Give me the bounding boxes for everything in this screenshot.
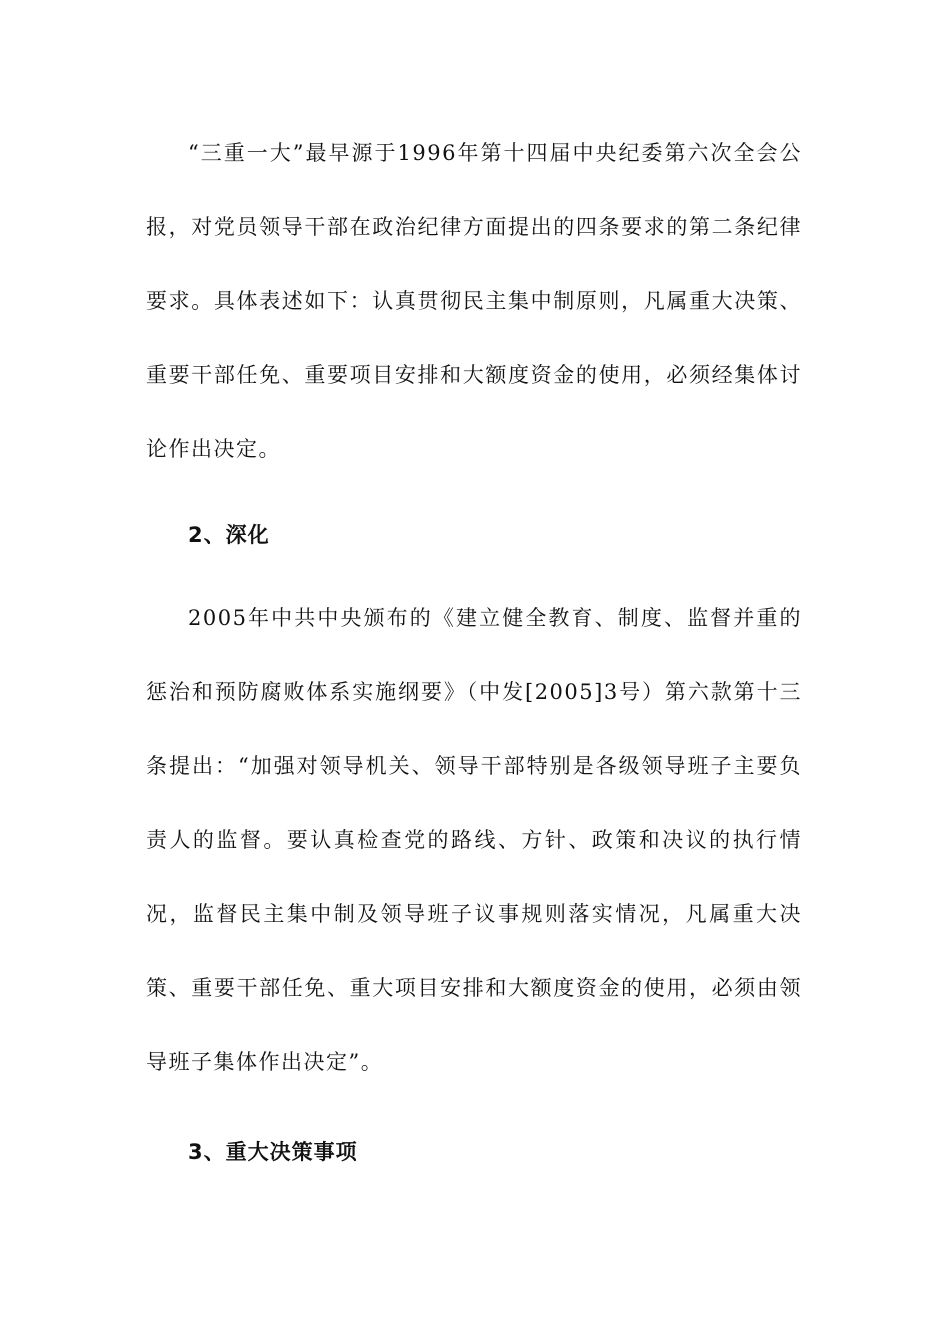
paragraph-deepening: 2005年中共中央颁布的《建立健全教育、制度、监督并重的惩治和预防腐败体系实施纲要》（中发[2005]3号）第六款第十三条提出：“加强对领导机关、领导干部特别是各级领导班子主要负责人的监督。要认真检查党的路线、方针、政策和决议的执行情况，监督民主集中制及领导班子议事规则落实情况，凡属重大决策、重要干部任免、重大项目安排和大额度资金的使用，必须由领导班子集体作出决定”。 — [146, 606, 802, 1074]
paragraph-origin: “三重一大”最早源于1996年第十四届中央纪委第六次全会公报，对党员领导干部在政治纪律方面提出的四条要求的第二条纪律要求。具体表述如下：认真贯彻民主集中制原则，凡属重大决策、重要干部任免、重要项目安排和大额度资金的使用，必须经集体讨论作出决定。 — [146, 141, 802, 461]
section-heading-deepening: 2、深化 — [188, 523, 270, 547]
section-heading-major-decisions: 3、重大决策事项 — [188, 1140, 358, 1164]
